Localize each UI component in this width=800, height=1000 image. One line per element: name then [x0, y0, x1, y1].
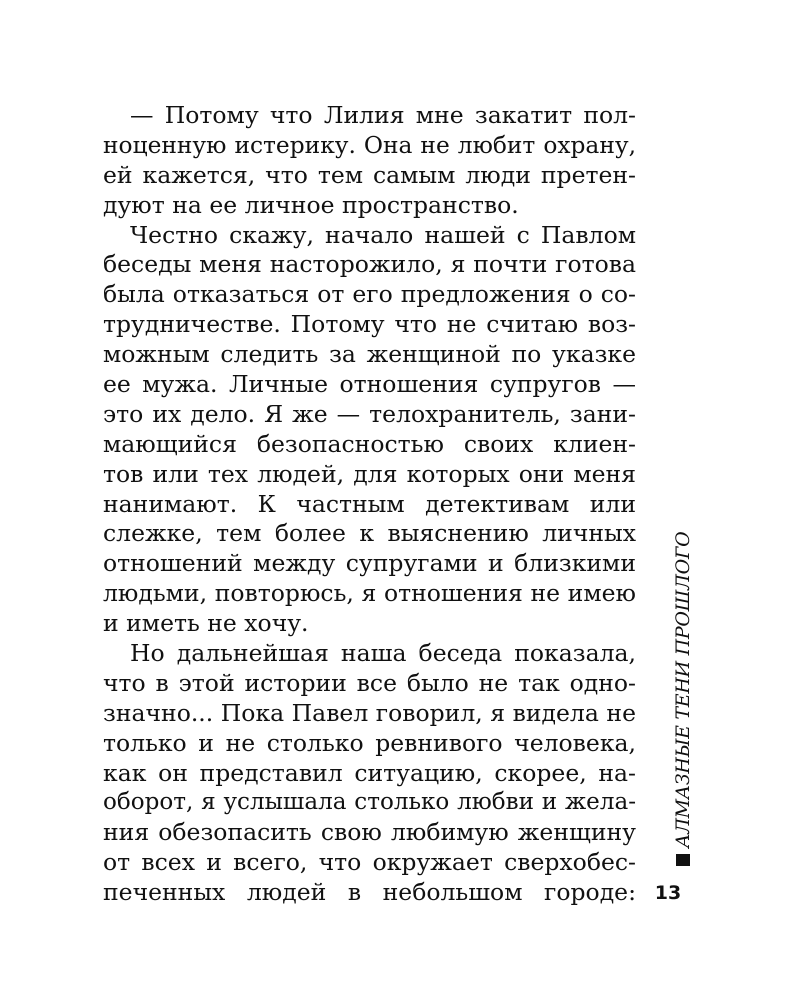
- square-marker-icon: [676, 854, 690, 866]
- text-line: дуют на ее личное пространство.: [103, 190, 519, 219]
- text-line: людьми, повторюсь, я отношения не имею: [103, 579, 636, 608]
- text-line: отношений между супругами и близкими: [103, 549, 636, 578]
- text-line: Честно скажу, начало нашей с Павлом: [130, 220, 636, 249]
- running-title-text: АЛМАЗНЫЕ ТЕНИ ПРОШЛОГО: [672, 531, 694, 848]
- text-line: только и не столько ревнивого человека,: [103, 728, 636, 757]
- text-line: от всех и всего, что окружает сверхобес-: [103, 848, 636, 877]
- text-line: ей кажется, что тем самым люди претен-: [103, 160, 636, 189]
- text-line: можным следить за женщиной по указке: [103, 340, 636, 369]
- text-line: ее мужа. Личные отношения супругов —: [103, 370, 636, 399]
- text-line: ния обезопасить свою любимую женщину: [103, 818, 636, 847]
- text-line: это их дело. Я же — телохранитель, зани-: [103, 399, 636, 428]
- page-number: 13: [654, 882, 682, 904]
- text-line: что в этой истории все было не так одно-: [103, 668, 636, 697]
- text-line: слежке, тем более к выяснению личных: [103, 519, 636, 548]
- text-line: была отказаться от его предложения о со-: [103, 280, 636, 309]
- text-line: трудничестве. Потому что не считаю воз-: [103, 310, 636, 339]
- text-line: ноценную истерику. Она не любит охрану,: [103, 131, 636, 159]
- text-line: — Потому что Лилия мне закатит пол-: [130, 101, 636, 129]
- text-line: тов или тех людей, для которых они меня: [103, 459, 636, 488]
- text-line: нанимают. К частным детективам или: [103, 489, 636, 518]
- text-line: и иметь не хочу.: [103, 609, 309, 638]
- text-line: беседы меня насторожило, я почти готова: [103, 250, 636, 279]
- running-title: [672, 532, 694, 866]
- text-line: мающийся безопасностью своих клиен-: [103, 429, 636, 458]
- text-line: Но дальнейшая наша беседа показала,: [130, 639, 636, 668]
- text-line: печенных людей в небольшом городе:: [103, 878, 636, 907]
- text-line: значно... Пока Павел говорил, я видела не: [103, 698, 636, 727]
- body-text: [103, 101, 636, 908]
- text-line: оборот, я услышала столько любви и жела-: [103, 789, 636, 816]
- text-line: как он представил ситуацию, скорее, на-: [103, 758, 636, 787]
